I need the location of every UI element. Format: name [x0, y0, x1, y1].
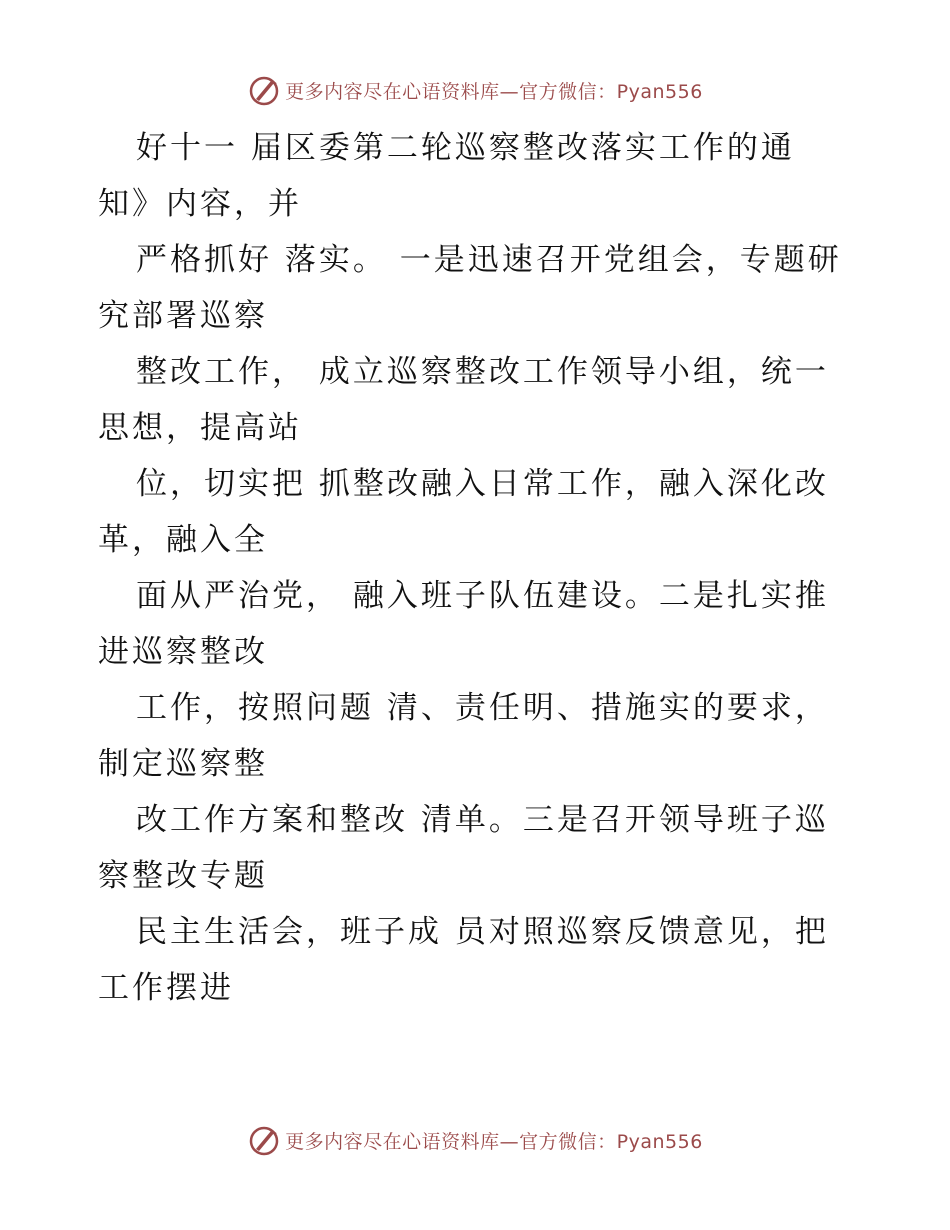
text-line: 整改工作， 成立巡察整改工作领导小组，统一: [136, 354, 829, 390]
text-line: 革，融入全: [98, 522, 268, 558]
footer-watermark: [0, 1120, 950, 1160]
header-watermark: [0, 70, 950, 110]
text-line: 好十一 届区委第二轮巡察整改落实工作的通: [136, 130, 795, 166]
text-line: 进巡察整改: [98, 634, 268, 670]
quill-pen-circle-icon: [247, 73, 281, 107]
text-line: 严格抓好 落实。 一是迅速召开党组会，专题研: [136, 242, 842, 278]
text-line: 面从严治党， 融入班子队伍建设。二是扎实推: [136, 578, 829, 614]
watermark-text: 更多内容尽在心语资料库—官方微信：Pyan556: [285, 1130, 703, 1153]
text-line: 改工作方案和整改 清单。三是召开领导班子巡: [136, 802, 829, 838]
quill-pen-circle-icon: [247, 1123, 281, 1157]
text-line: 位，切实把 抓整改融入日常工作，融入深化改: [136, 466, 829, 502]
text-line: 制定巡察整: [98, 746, 268, 782]
watermark-text: 更多内容尽在心语资料库—官方微信：Pyan556: [285, 80, 703, 103]
text-line: 民主生活会，班子成 员对照巡察反馈意见，把: [136, 914, 829, 950]
text-line: 工作摆进: [98, 970, 234, 1006]
text-line: 思想，提高站: [98, 410, 302, 446]
text-line: 察整改专题: [98, 858, 268, 894]
text-line: 工作，按照问题 清、责任明、措施实的要求，: [136, 690, 829, 726]
text-line: 究部署巡察: [98, 298, 268, 334]
text-line: 知》内容，并: [98, 186, 302, 222]
document-body: [98, 120, 878, 1016]
